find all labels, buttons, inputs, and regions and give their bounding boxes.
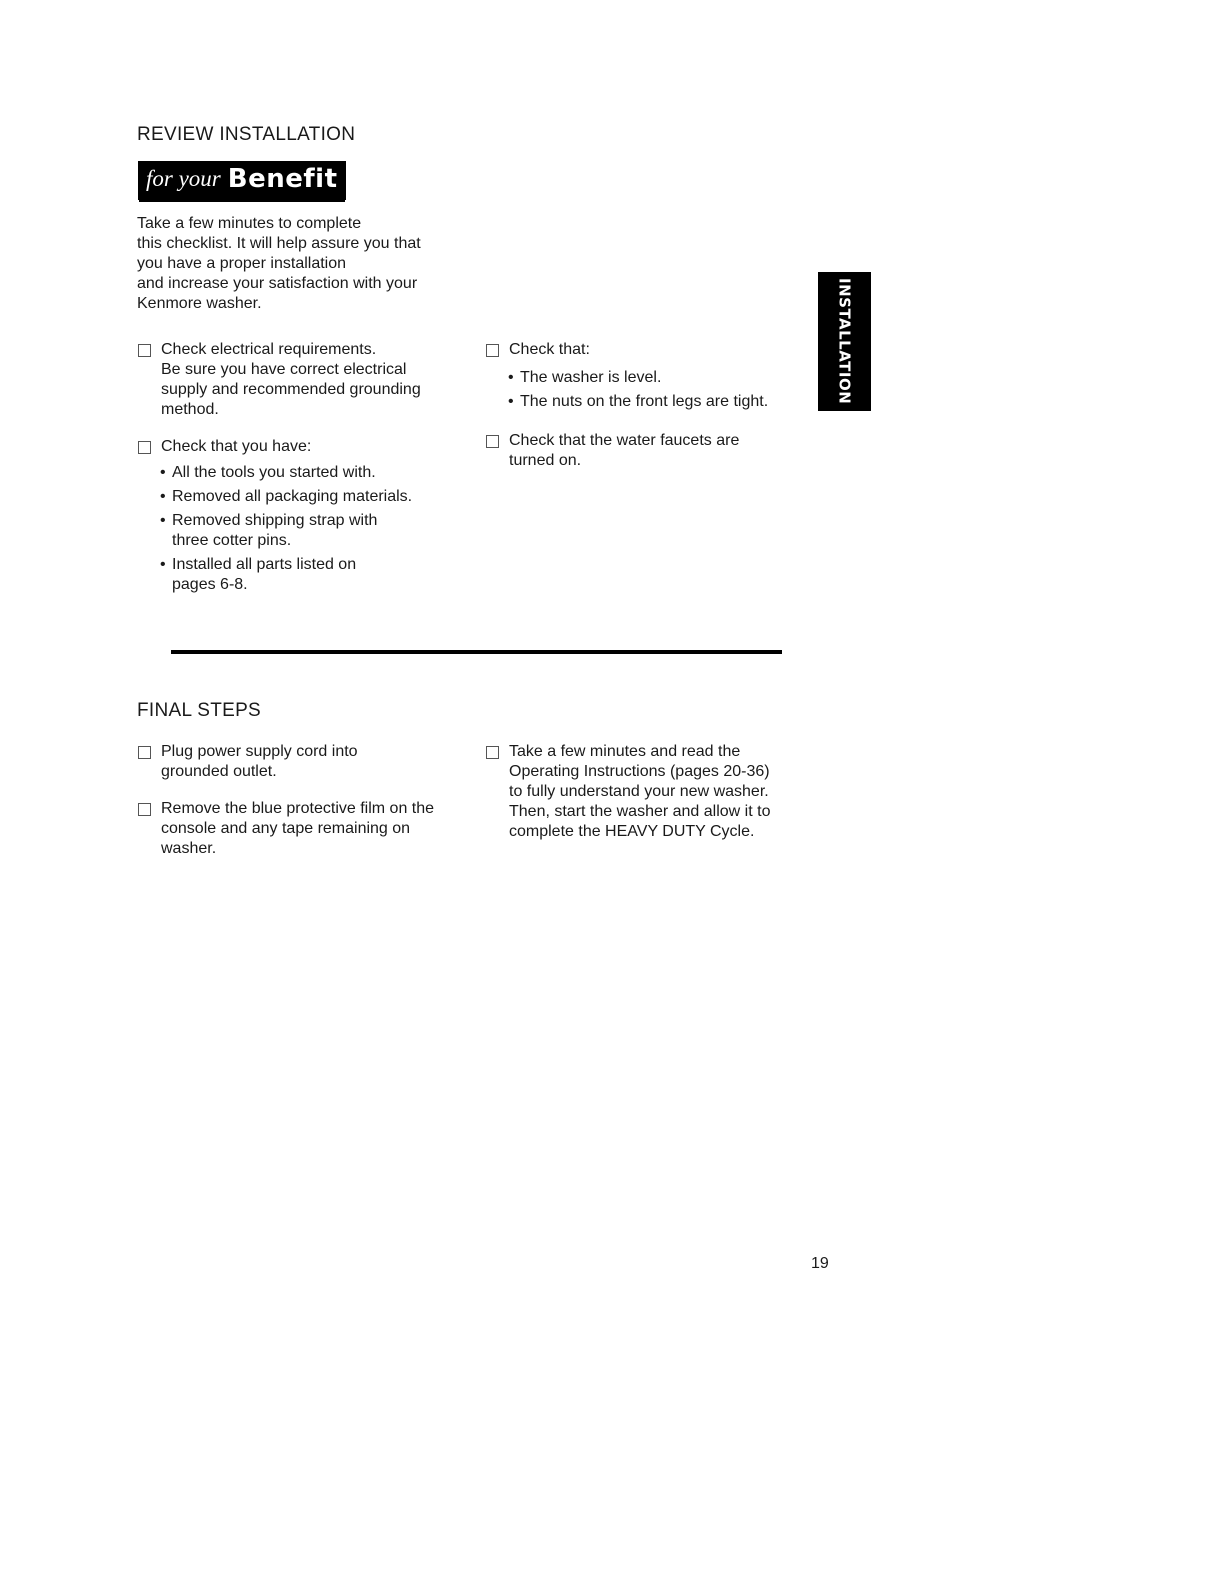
final-steps-heading: FINAL STEPS bbox=[137, 700, 262, 721]
item-line: Remove the blue protective film on the bbox=[161, 800, 435, 817]
item-line: Operating Instructions (pages 20-36) bbox=[509, 763, 770, 780]
intro-line: you have a proper installation bbox=[137, 255, 347, 272]
review-installation-heading: REVIEW INSTALLATION bbox=[137, 124, 356, 145]
item-line: Check electrical requirements. bbox=[161, 341, 377, 358]
item-line: Plug power supply cord into bbox=[161, 743, 358, 760]
intro-line: and increase your satisfaction with your bbox=[137, 275, 418, 292]
page-number: 19 bbox=[811, 1255, 829, 1272]
intro-line: Kenmore washer. bbox=[137, 295, 262, 312]
bullet-line: • The washer is level. bbox=[520, 369, 662, 386]
item-line: Check that the water faucets are bbox=[509, 432, 740, 449]
banner-for-your: for your bbox=[146, 166, 221, 191]
checklist-item-electrical bbox=[138, 340, 421, 420]
bullet-item bbox=[160, 463, 412, 483]
check-that-bullets bbox=[508, 368, 768, 412]
checklist-item-film bbox=[138, 799, 434, 859]
item-line: Be sure you have correct electrical bbox=[161, 361, 407, 378]
checkbox-electrical[interactable] bbox=[138, 344, 151, 357]
checkbox-check-that[interactable] bbox=[486, 344, 499, 357]
bullet-line: • Installed all parts listed on bbox=[172, 556, 357, 573]
item-line: turned on. bbox=[509, 452, 582, 469]
bullet-line: • Removed all packaging materials. bbox=[172, 488, 413, 505]
item-line: washer. bbox=[161, 840, 217, 857]
bullet-item bbox=[160, 511, 412, 551]
checkbox-read-instructions[interactable] bbox=[486, 746, 499, 759]
intro-line: this checklist. It will help assure you that bbox=[137, 235, 421, 252]
bullet-item bbox=[508, 392, 768, 412]
checklist-item-you-have bbox=[138, 437, 412, 599]
item-line: complete the HEAVY DUTY Cycle. bbox=[509, 823, 755, 840]
you-have-bullets bbox=[160, 463, 412, 595]
item-line: method. bbox=[161, 401, 219, 418]
bullet-line: • All the tools you started with. bbox=[172, 464, 376, 481]
bullet-line: • Removed shipping strap with bbox=[172, 512, 378, 529]
item-line: grounded outlet. bbox=[161, 763, 277, 780]
checkbox-plug[interactable] bbox=[138, 746, 151, 759]
intro-paragraph bbox=[137, 214, 467, 314]
checklist-item-faucets bbox=[486, 431, 739, 471]
bullet-line: pages 6-8. bbox=[172, 576, 248, 593]
bullet-line: • The nuts on the front legs are tight. bbox=[520, 393, 769, 410]
side-tab-label: INSTALLATION bbox=[835, 278, 854, 405]
item-title: Check that you have: bbox=[161, 438, 312, 455]
item-line: to fully understand your new washer. bbox=[509, 783, 769, 800]
bullet-line: three cotter pins. bbox=[172, 532, 292, 549]
item-line: console and any tape remaining on bbox=[161, 820, 411, 837]
bullet-item bbox=[160, 487, 412, 507]
checklist-item-check-that bbox=[486, 340, 768, 416]
installation-side-tab bbox=[818, 272, 871, 411]
checkbox-faucets[interactable] bbox=[486, 435, 499, 448]
checklist-item-plug bbox=[138, 742, 358, 782]
item-line: supply and recommended grounding bbox=[161, 381, 421, 398]
item-line: Take a few minutes and read the bbox=[509, 743, 741, 760]
for-your-benefit-banner bbox=[138, 161, 346, 200]
item-title: Check that: bbox=[509, 341, 590, 358]
item-line: Then, start the washer and allow it to bbox=[509, 803, 771, 820]
intro-line: Take a few minutes to complete bbox=[137, 215, 362, 232]
bullet-item bbox=[160, 555, 412, 595]
bullet-item bbox=[508, 368, 768, 388]
banner-benefit: Benefit bbox=[227, 164, 338, 194]
checklist-item-read-instructions bbox=[486, 742, 770, 842]
section-divider bbox=[171, 650, 782, 654]
checkbox-you-have[interactable] bbox=[138, 441, 151, 454]
checkbox-film[interactable] bbox=[138, 803, 151, 816]
